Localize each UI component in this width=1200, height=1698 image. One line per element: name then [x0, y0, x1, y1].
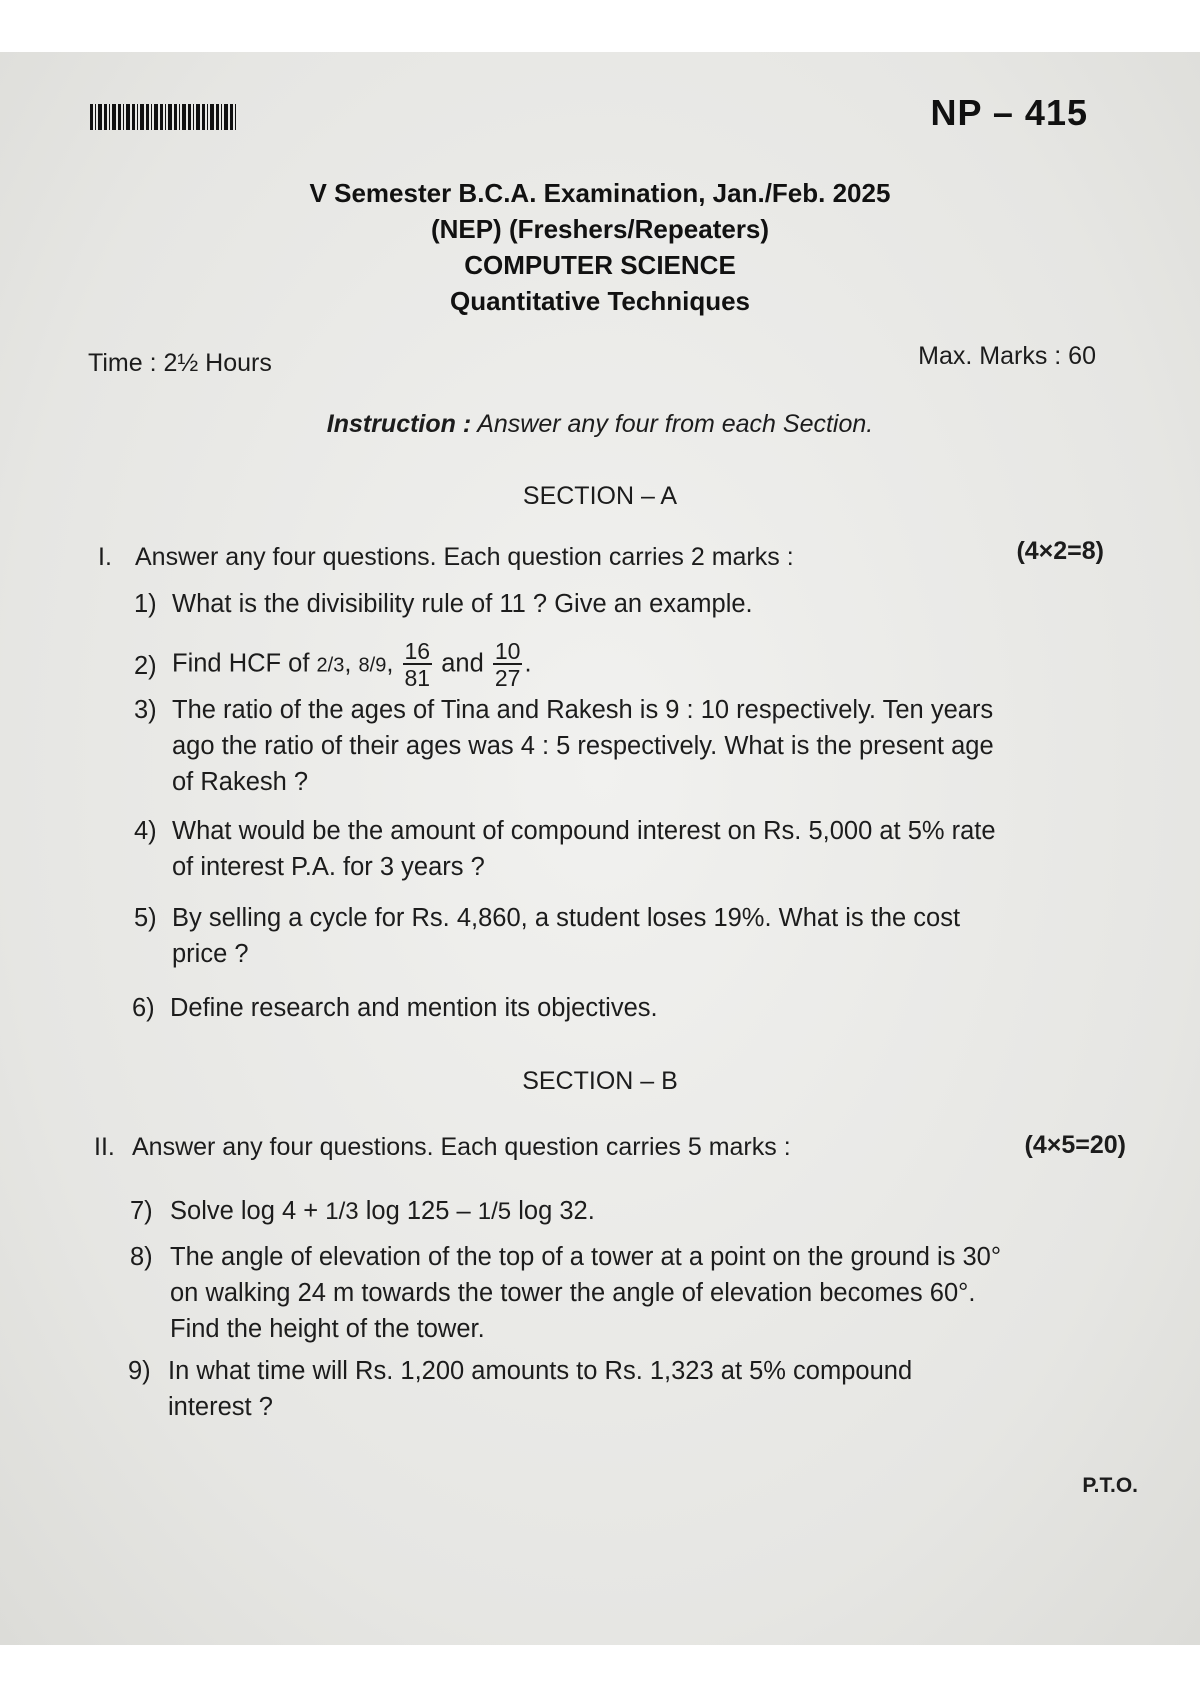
question-text: log 32. — [518, 1197, 595, 1225]
question-text: on walking 24 m towards the tower the angle of elevation becomes 60°. — [170, 1279, 976, 1307]
question-text: In what time will Rs. 1,200 amounts to Rs. 1,323 at 5% compound — [168, 1357, 913, 1385]
fraction-1-5: 1/5 — [477, 1198, 512, 1225]
section-b-marks: (4×5=20) — [1024, 1131, 1126, 1159]
question-text: ago the ratio of their ages was 4 : 5 respectively. What is the present age — [172, 732, 994, 760]
paper-code: NP – 415 — [930, 92, 1088, 133]
question-text: Solve log 4 + — [170, 1197, 319, 1225]
question-text: What would be the amount of compound interest on Rs. 5,000 at 5% rate — [172, 817, 996, 845]
page-turn-note: P.T.O. — [1082, 1474, 1138, 1497]
fraction-10-27: $\frac{10}{27}$ — [494, 638, 521, 691]
fraction-8-9: 8/9 — [358, 654, 387, 677]
max-marks: Max. Marks : 60 — [918, 342, 1096, 370]
section-a-roman: I. — [98, 543, 112, 571]
question-text: The angle of elevation of the top of a tower at a point on the ground is 30° — [170, 1243, 1002, 1271]
question-number: 5) — [134, 904, 157, 932]
section-b-roman: II. — [94, 1133, 115, 1161]
question-text: What is the divisibility rule of 11 ? Give an example. — [172, 590, 753, 618]
subject-title: COMPUTER SCIENCE — [464, 250, 736, 280]
question-text: and — [441, 649, 484, 678]
barcode-graphic — [90, 104, 238, 130]
question-number: 2) — [134, 652, 157, 680]
fraction-1-3: 1/3 — [325, 1198, 359, 1225]
question-text: of interest P.A. for 3 years ? — [172, 853, 485, 881]
fraction-2-3: 2/3 — [316, 654, 345, 677]
question-text: interest ? — [168, 1393, 273, 1421]
question-text: price ? — [172, 940, 249, 968]
question-number: 4) — [134, 817, 157, 845]
section-a-marks: (4×2=8) — [1016, 537, 1104, 565]
exam-duration: Time : 2½ Hours — [88, 349, 272, 377]
fraction-16-81: $\frac{16}{81}$ — [404, 638, 431, 691]
question-text: The ratio of the ages of Tina and Rakesh is 9 : 10 respectively. Ten years — [172, 696, 994, 724]
section-a-heading: Answer any four questions. Each question carries 2 marks : — [135, 543, 794, 571]
question-text: Define research and mention its objectives. — [170, 994, 658, 1022]
question-text: Find HCF of — [172, 649, 310, 678]
section-a-title: SECTION – A — [522, 482, 678, 510]
question-number: 9) — [128, 1357, 151, 1385]
instruction-label: Instruction : — [326, 410, 472, 438]
question-text: log 125 – — [365, 1197, 471, 1225]
question-text: By selling a cycle for Rs. 4,860, a student loses 19%. What is the cost — [172, 904, 961, 932]
instruction-line — [0, 410, 1200, 439]
question-number: 7) — [130, 1197, 153, 1225]
exam-title: V Semester B.C.A. Examination, Jan./Feb. 2025 — [309, 178, 891, 208]
question-number: 1) — [134, 590, 157, 618]
question-text: of Rakesh ? — [172, 768, 309, 796]
question-text: Find the height of the tower. — [170, 1315, 485, 1343]
question-number: 3) — [134, 696, 157, 724]
section-b-heading: Answer any four questions. Each question carries 5 marks : — [132, 1133, 791, 1161]
exam-scheme: (NEP) (Freshers/Repeaters) — [430, 214, 770, 244]
section-b-title: SECTION – B — [522, 1067, 678, 1095]
question-number: 8) — [130, 1243, 153, 1271]
question-number: 6) — [132, 994, 155, 1022]
paper-title: Quantitative Techniques — [449, 286, 750, 316]
instruction-text: Answer any four from each Section. — [477, 410, 874, 438]
